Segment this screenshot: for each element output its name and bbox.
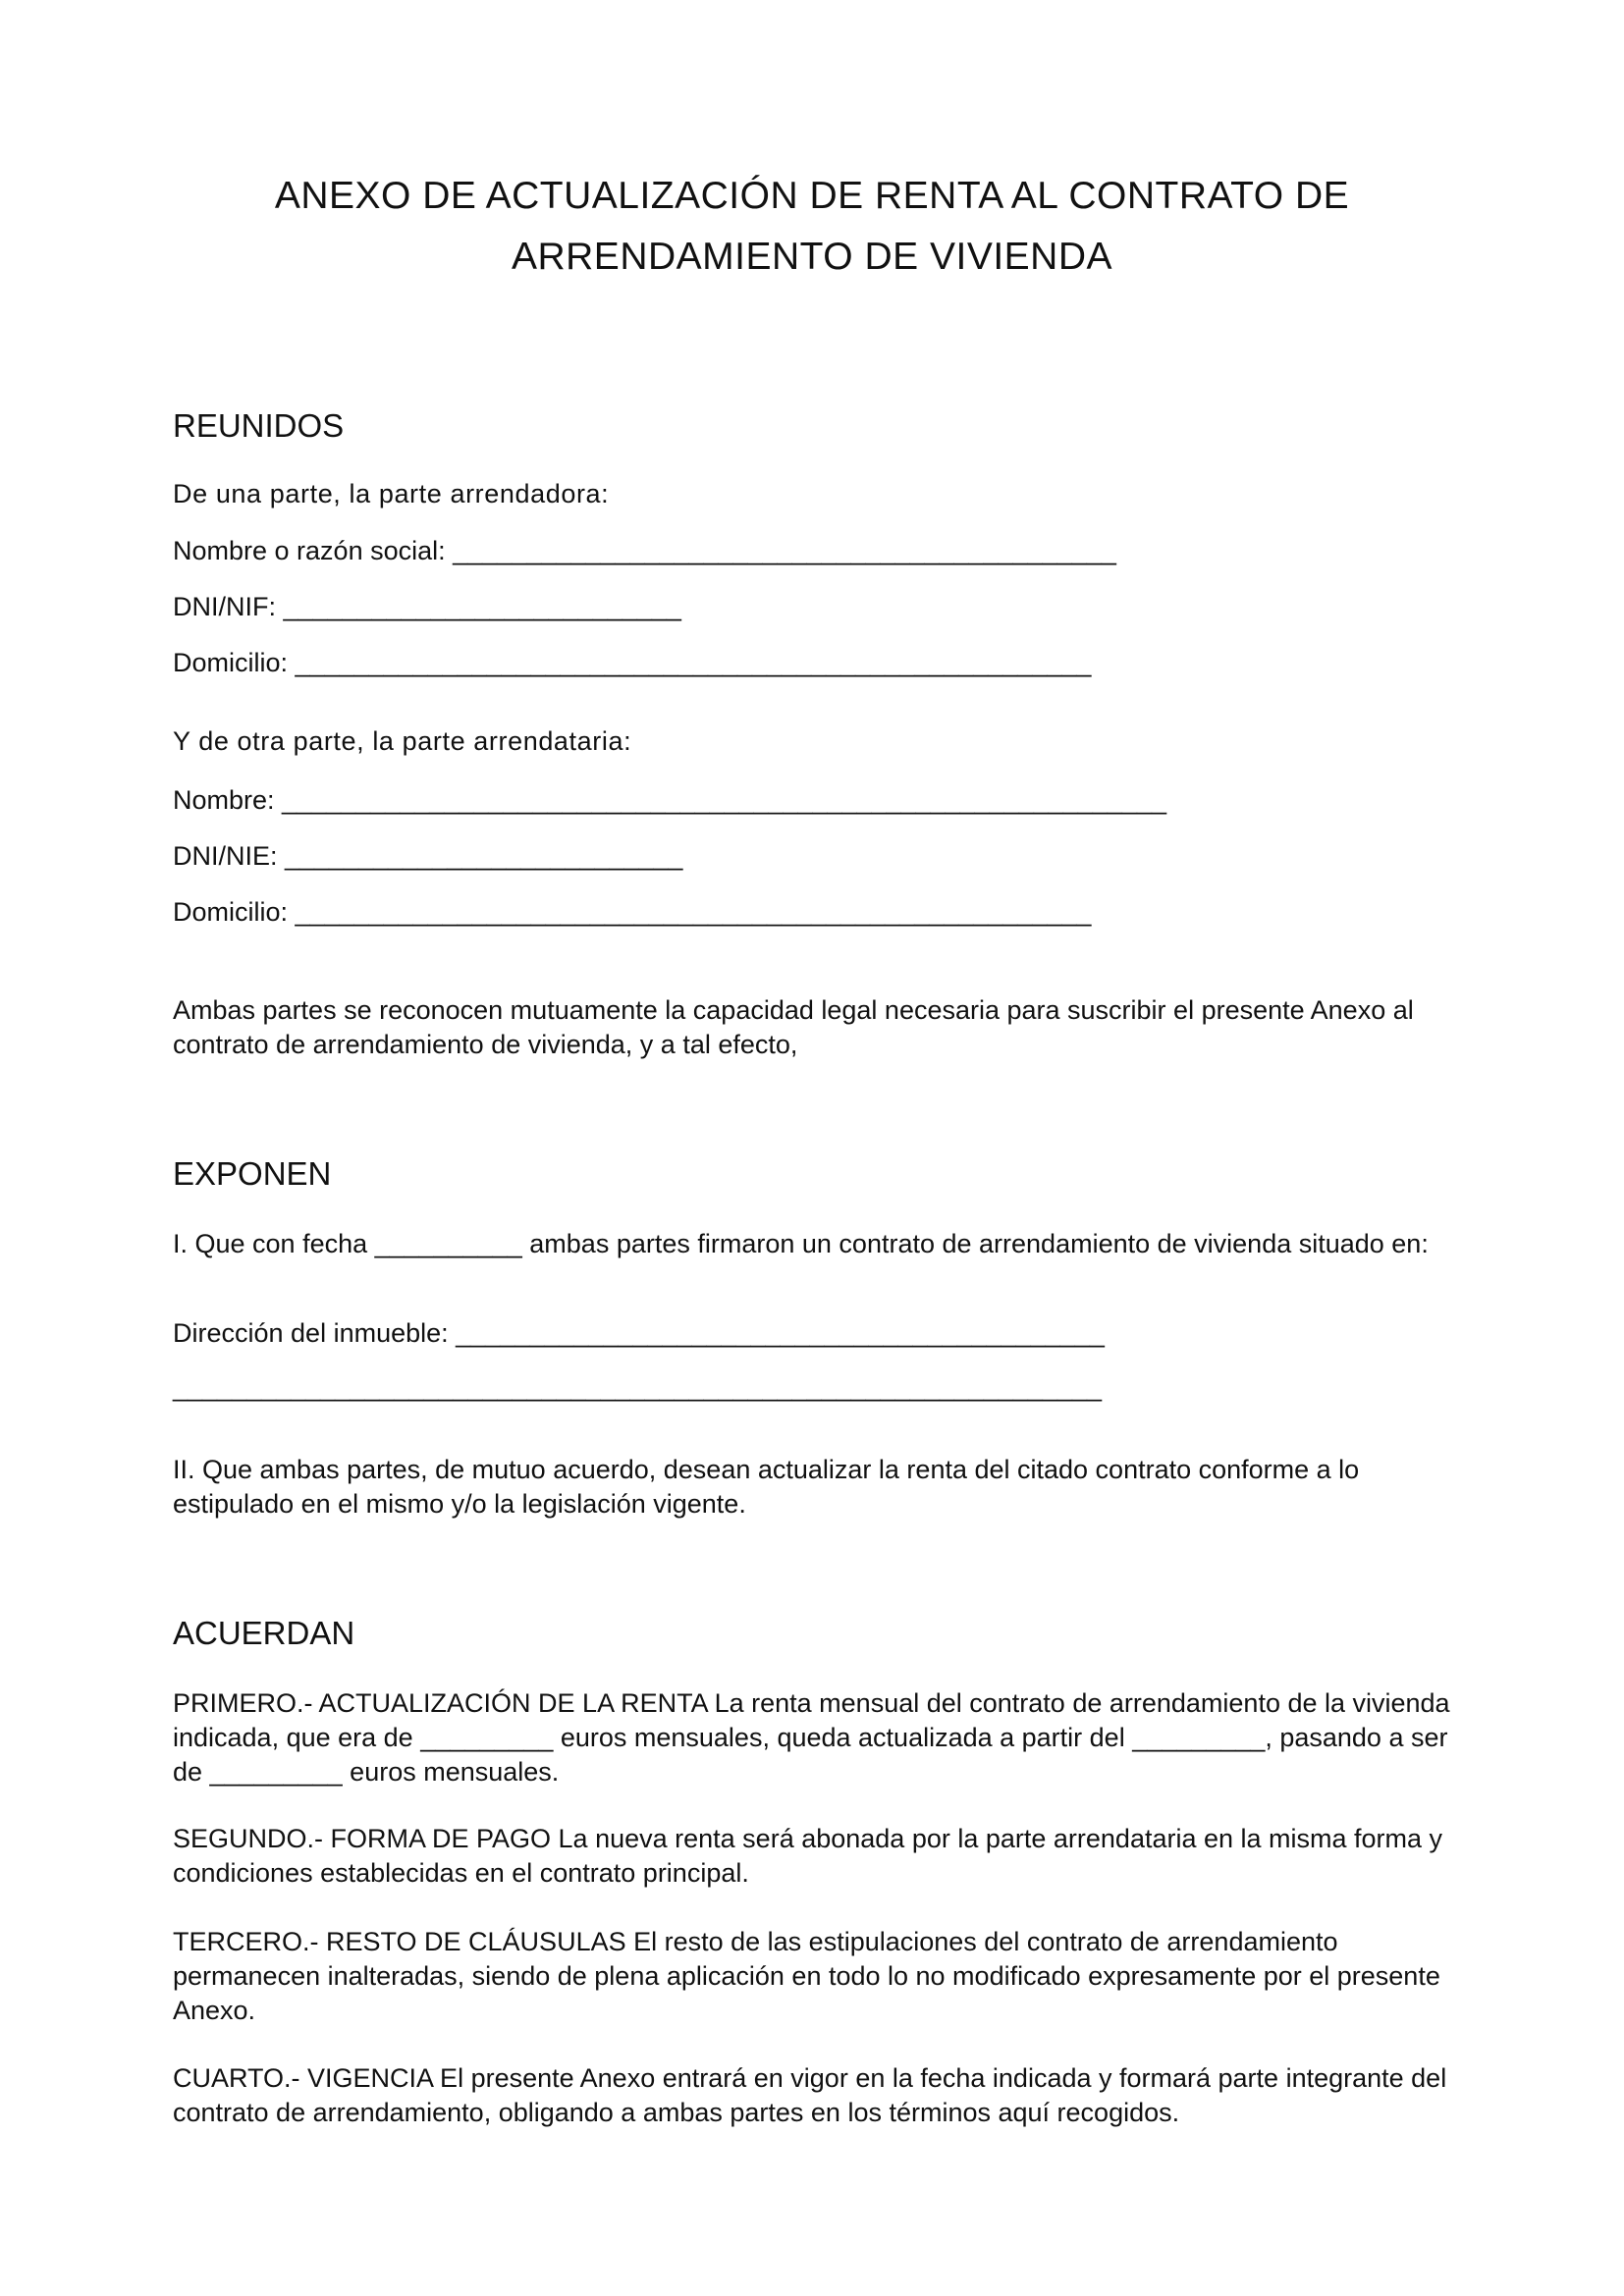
reunidos-heading: REUNIDOS xyxy=(173,407,345,444)
arrendataria-domicilio-field: Domicilio: ______________________________________________________ xyxy=(173,897,1092,927)
exponen-item-1: I. Que con fecha __________ ambas partes firmaron un contrato de arrendamiento de vivienda situado en: xyxy=(173,1229,1429,1258)
arrendataria-dni-field: DNI/NIE: ___________________________ xyxy=(173,841,683,871)
clausula-segundo: SEGUNDO.- FORMA DE PAGO La nueva renta será abonada por la parte arrendataria en la misma forma y condiciones establecidas en el contrato principal. xyxy=(173,1824,1443,1888)
direccion-inmueble-field: Dirección del inmueble: ____________________________________________ xyxy=(173,1318,1105,1348)
arrendadora-domicilio-field: Domicilio: ______________________________________________________ xyxy=(173,648,1092,677)
arrendadora-nombre-field: Nombre o razón social: _____________________________________________ xyxy=(173,536,1116,565)
acuerdan-heading: ACUERDAN xyxy=(173,1615,355,1651)
clausula-cuarto: CUARTO.- VIGENCIA El presente Anexo entrará en vigor en la fecha indicada y formará parte integrante del contrato de arrendamiento, obligando a ambas partes en los términos aquí recogidos. xyxy=(173,2063,1447,2127)
clausula-primero: PRIMERO.- ACTUALIZACIÓN DE LA RENTA La renta mensual del contrato de arrendamiento de la vivienda indicada, que era de _________ euros mensuales, queda actualizada a partir del _________, pasando a ser de _________ euros mensuales. xyxy=(173,1688,1450,1787)
direccion-inmueble-line-2: _______________________________________________________________ xyxy=(173,1372,1103,1402)
document-title-line-1: ANEXO DE ACTUALIZACIÓN DE RENTA AL CONTRATO DE xyxy=(274,175,1350,217)
arrendadora-dni-field: DNI/NIF: ___________________________ xyxy=(173,592,681,621)
arrendadora-intro: De una parte, la parte arrendadora: xyxy=(173,479,610,508)
exponen-heading: EXPONEN xyxy=(173,1155,332,1192)
exponen-item-2: II. Que ambas partes, de mutuo acuerdo, desean actualizar la renta del citado contrato conforme a lo estipulado en el mismo y/o la legislación vigente. xyxy=(173,1455,1360,1519)
arrendataria-intro: Y de otra parte, la parte arrendataria: xyxy=(173,726,632,756)
capacidad-paragraph: Ambas partes se reconocen mutuamente la capacidad legal necesaria para suscribir el presente Anexo al contrato de arrendamiento de vivienda, y a tal efecto, xyxy=(173,995,1414,1059)
arrendataria-nombre-field: Nombre: ____________________________________________________________ xyxy=(173,785,1166,815)
document-title-line-2: ARRENDAMIENTO DE VIVIENDA xyxy=(511,236,1113,278)
clausula-tercero: TERCERO.- RESTO DE CLÁUSULAS El resto de las estipulaciones del contrato de arrendamiento permanecen inalteradas, siendo de plena aplicación en todo lo no modificado expresamente por el presente Anexo. xyxy=(173,1927,1440,2025)
